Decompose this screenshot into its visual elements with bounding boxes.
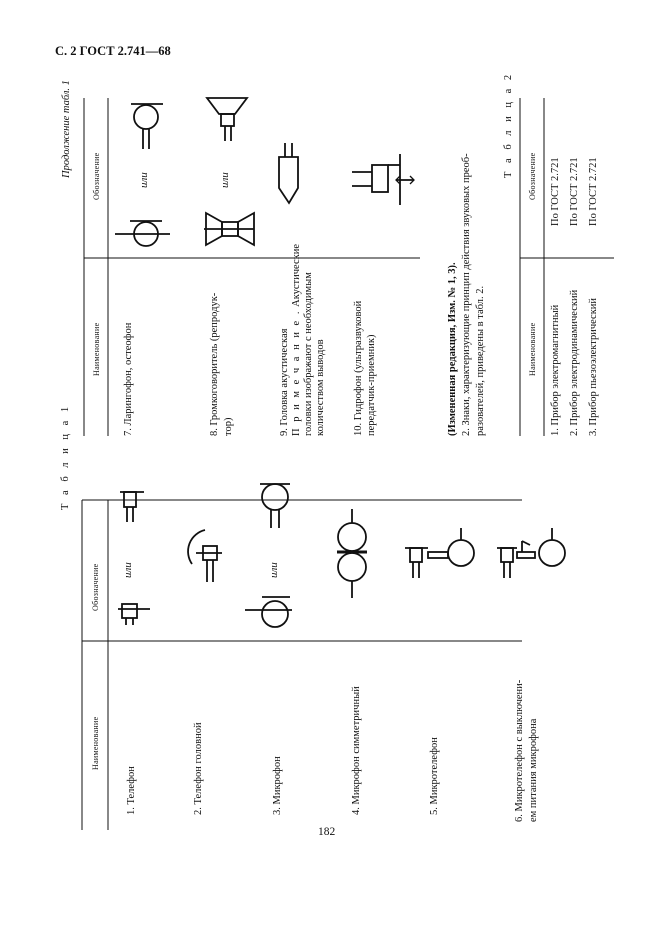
table1-cont-col-name-header: Наименование [92, 322, 101, 376]
head-telephone-symbol [188, 530, 222, 582]
paragraph-line1: 2. Знаки, характеризующие принцип действия звуковых преоб- [461, 153, 472, 436]
handset-symbol [405, 528, 474, 578]
table1-row4-name: 4. Микрофон симметричный [351, 686, 362, 815]
table1-cont-row9-note-line3: количеством выводов [315, 339, 326, 436]
telephone-symbol-b [120, 492, 144, 522]
laryngophone-symbol-a [115, 221, 170, 246]
table2-col-name-header: Наименование [528, 322, 537, 376]
table2-col-symbol-header: Обозначение [528, 152, 537, 200]
microphone-symbol-b [260, 484, 290, 528]
table1-cont-row8-name-line2: тор) [223, 417, 234, 436]
table1-row3-alt: или [268, 562, 280, 578]
table1-cont-row7-alt: или [138, 172, 150, 188]
loudspeaker-symbol-a [204, 213, 254, 245]
table2-row1-name: 1. Прибор электромагнитный [550, 304, 561, 436]
table1-row1-alt: или [122, 562, 134, 578]
table1-cont-row7-name: 7. Ларингофон, остеофон [123, 322, 134, 436]
table1-cont-row8-name-line1: 8. Громкоговоритель (репродук- [209, 292, 220, 436]
table1-cont-row10-name-line1: 10. Гидрофон (ультразвуковой [353, 300, 364, 436]
hydrophone-symbol [352, 154, 414, 205]
table1-col-symbol-header: Обозначение [91, 563, 100, 611]
table1-row2-name: 2. Телефон головной [193, 722, 204, 815]
table2-row2-ref: По ГОСТ 2.721 [569, 157, 580, 226]
table1-cont-row8-alt: или [219, 172, 231, 188]
table1-cont-row10-name-line2: передатчик-приемник) [366, 334, 377, 436]
handset-switch-symbol [497, 528, 565, 578]
microphone-symbol-a [245, 597, 292, 627]
laryngophone-symbol-b [131, 104, 163, 149]
telephone-symbol-a [118, 604, 150, 625]
page-header: С. 2 ГОСТ 2.741—68 [55, 44, 171, 58]
table1-cont-col-symbol-header: Обозначение [92, 152, 101, 200]
acoustic-head-symbol [279, 143, 298, 203]
table2-row3-name: 3. Прибор пьезоэлектрический [588, 297, 599, 436]
table2-row3-ref: По ГОСТ 2.721 [588, 157, 599, 226]
table1-row3-name: 3. Микрофон [272, 756, 283, 815]
table1-cont-row9-name: 9. Головка акустическая [279, 328, 290, 436]
edition-note: (Измененная редакция, Изм. № 1, 3). [447, 262, 458, 436]
table1-row5-name: 5. Микротелефон [429, 737, 440, 815]
table2-row1-ref: По ГОСТ 2.721 [550, 157, 561, 226]
table1-col-name-header: Наименование [91, 716, 100, 770]
note-label: П р и м е ч а н и е . [291, 309, 302, 436]
table1-row6-name-line2: ем питания микрофона [528, 718, 539, 822]
note-text-1: Акустические [291, 243, 302, 307]
table1-caption: Т а б л и ц а 1 [60, 403, 71, 510]
table2-row2-name: 2. Прибор электродинамический [569, 289, 580, 436]
paragraph-line2: разователей, приведены в табл. 2. [475, 285, 486, 436]
symmetric-microphone-symbol [337, 509, 367, 598]
table1-row6-name-line1: 6. Микротелефон с выключени- [514, 679, 525, 822]
table1-rules [82, 500, 522, 830]
loudspeaker-symbol-b [207, 98, 247, 141]
table1-cont-caption: Продолжение табл. 1 [61, 80, 72, 178]
page-number: 182 [318, 826, 336, 838]
table2-caption: Т а б л и ц а 2 [503, 71, 514, 178]
table1-row1-name: 1. Телефон [126, 766, 137, 815]
table1-cont-row9-note-line2: головки изображают с необходимым [303, 272, 314, 436]
